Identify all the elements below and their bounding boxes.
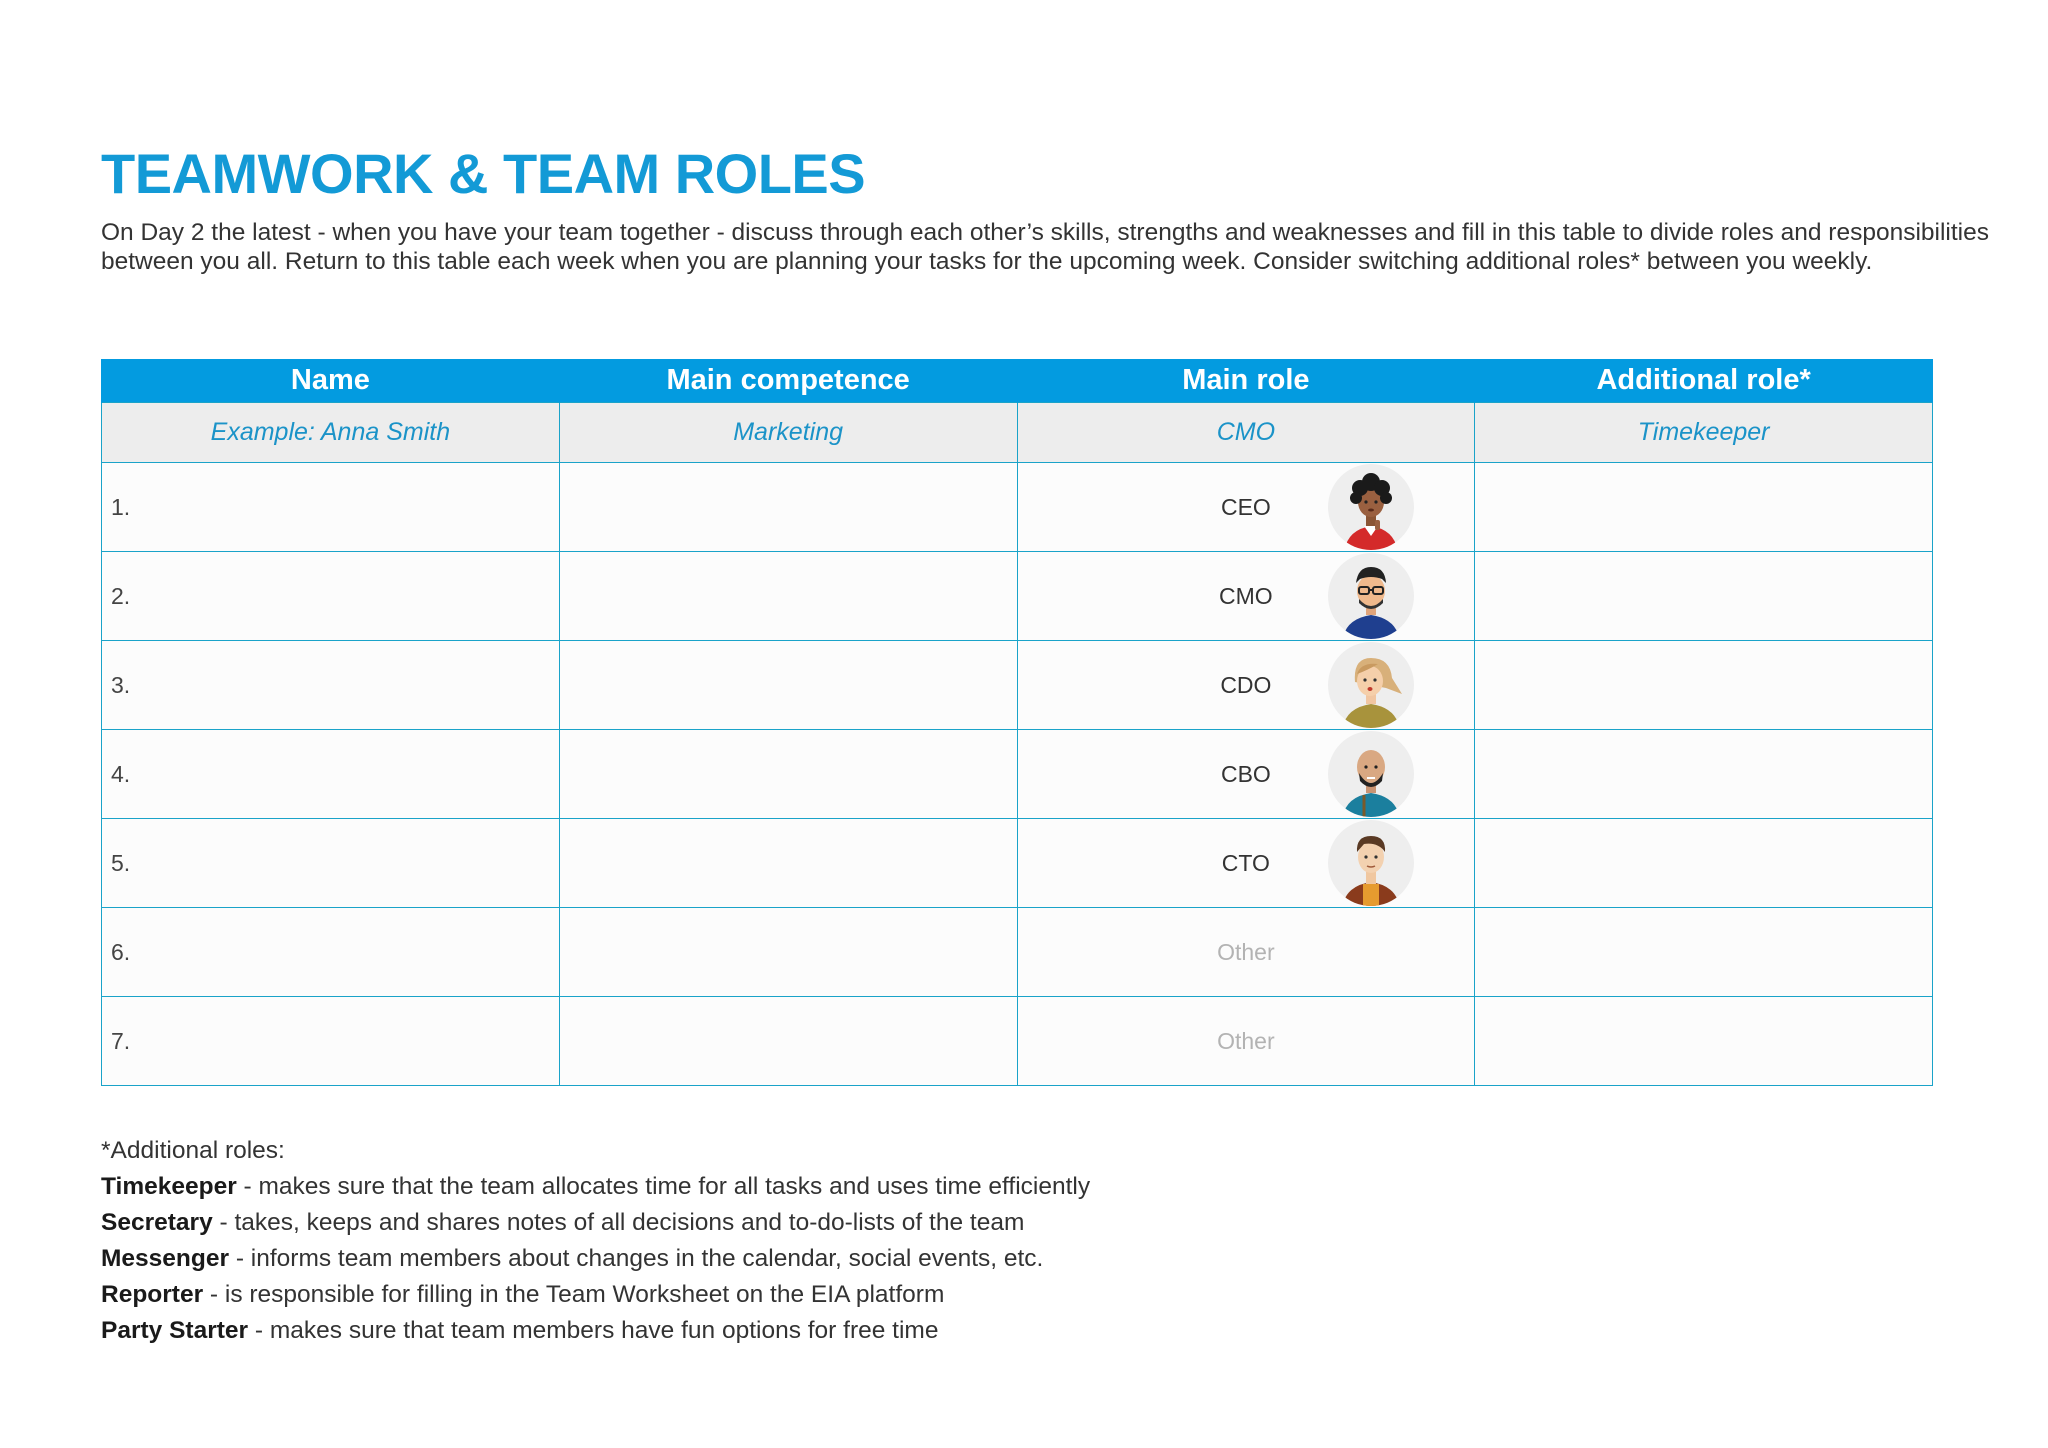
note-desc: - makes sure that team members have fun options for free time [248, 1317, 939, 1344]
note-item [101, 1169, 1090, 1205]
note-term: Secretary [101, 1209, 213, 1236]
header-main-role: Main role [1017, 359, 1475, 403]
main-role-cell [1017, 819, 1475, 908]
table-row [102, 552, 1933, 641]
brown-jacket-man-avatar-icon [1328, 820, 1414, 906]
table-row [102, 463, 1933, 552]
table-header-row [102, 359, 1933, 403]
glasses-person-avatar-icon [1328, 553, 1414, 639]
example-main-role: CMO [1017, 403, 1475, 463]
competence-cell[interactable] [559, 819, 1017, 908]
table-row [102, 641, 1933, 730]
additional-role-cell[interactable] [1475, 819, 1933, 908]
main-role-cell [1017, 730, 1475, 819]
example-name: Example: Anna Smith [102, 403, 560, 463]
competence-cell[interactable] [559, 641, 1017, 730]
note-item [101, 1241, 1090, 1277]
note-item [101, 1277, 1090, 1313]
main-role-cell [1017, 463, 1475, 552]
roles-table [101, 359, 1933, 1086]
header-additional-role: Additional role* [1475, 359, 1933, 403]
main-role-label: CEO [1220, 493, 1271, 520]
main-role-cell [1017, 552, 1475, 641]
note-term: Reporter [101, 1281, 204, 1308]
additional-role-cell[interactable] [1475, 908, 1933, 997]
table-row [102, 908, 1933, 997]
additional-roles-notes [101, 1133, 1090, 1349]
table-row [102, 730, 1933, 819]
row-number: 1. [102, 463, 560, 552]
row-number: 2. [102, 552, 560, 641]
competence-cell[interactable] [559, 463, 1017, 552]
header-main-competence: Main competence [559, 359, 1017, 403]
row-number: 4. [102, 730, 560, 819]
row-number: 5. [102, 819, 560, 908]
curly-haired-person-avatar-icon [1328, 464, 1414, 550]
table-row [102, 819, 1933, 908]
notes-heading: *Additional roles: [101, 1137, 285, 1164]
header-name: Name [102, 359, 560, 403]
main-role-placeholder: Other [1217, 938, 1275, 965]
note-term: Messenger [101, 1245, 230, 1272]
example-competence: Marketing [559, 403, 1017, 463]
additional-role-cell[interactable] [1475, 463, 1933, 552]
main-role-cell[interactable] [1017, 997, 1475, 1086]
example-row [102, 403, 1933, 463]
note-item [101, 1205, 1090, 1241]
main-role-label: CMO [1219, 582, 1273, 609]
note-item [101, 1313, 1090, 1349]
main-role-cell[interactable] [1017, 908, 1475, 997]
competence-cell[interactable] [559, 908, 1017, 997]
example-additional-role: Timekeeper [1475, 403, 1933, 463]
bald-bearded-man-avatar-icon [1328, 731, 1414, 817]
additional-role-cell[interactable] [1475, 997, 1933, 1086]
intro-paragraph: On Day 2 the latest - when you have your team together - discuss through each other’s skills, strengths and weaknesses and fill in this table to divide roles and responsibilities between you all. Return to this table each week when you are planning your tasks for the upcoming week. Consider switching additional roles* between you weekly. [101, 219, 1989, 275]
competence-cell[interactable] [559, 997, 1017, 1086]
main-role-label: CBO [1220, 760, 1271, 787]
note-desc: - informs team members about changes in the calendar, social events, etc. [229, 1245, 1044, 1272]
row-number: 6. [102, 908, 560, 997]
note-term: Timekeeper [101, 1173, 237, 1200]
main-role-label: CDO [1220, 671, 1272, 698]
main-role-cell [1017, 641, 1475, 730]
page-title: TEAMWORK & TEAM ROLES [101, 142, 866, 205]
note-desc: - is responsible for filling in the Team Worksheet on the EIA platform [203, 1281, 945, 1308]
main-role-label: CTO [1221, 849, 1270, 876]
row-number: 3. [102, 641, 560, 730]
main-role-placeholder: Other [1217, 1027, 1275, 1054]
additional-role-cell[interactable] [1475, 552, 1933, 641]
note-desc: - takes, keeps and shares notes of all decisions and to-do-lists of the team [212, 1209, 1025, 1236]
competence-cell[interactable] [559, 730, 1017, 819]
note-desc: - makes sure that the team allocates time for all tasks and uses time efficiently [236, 1173, 1091, 1200]
additional-role-cell[interactable] [1475, 730, 1933, 819]
table-row [102, 997, 1933, 1086]
row-number: 7. [102, 997, 560, 1086]
blonde-woman-avatar-icon [1328, 642, 1414, 728]
additional-role-cell[interactable] [1475, 641, 1933, 730]
note-term: Party Starter [101, 1317, 249, 1344]
competence-cell[interactable] [559, 552, 1017, 641]
